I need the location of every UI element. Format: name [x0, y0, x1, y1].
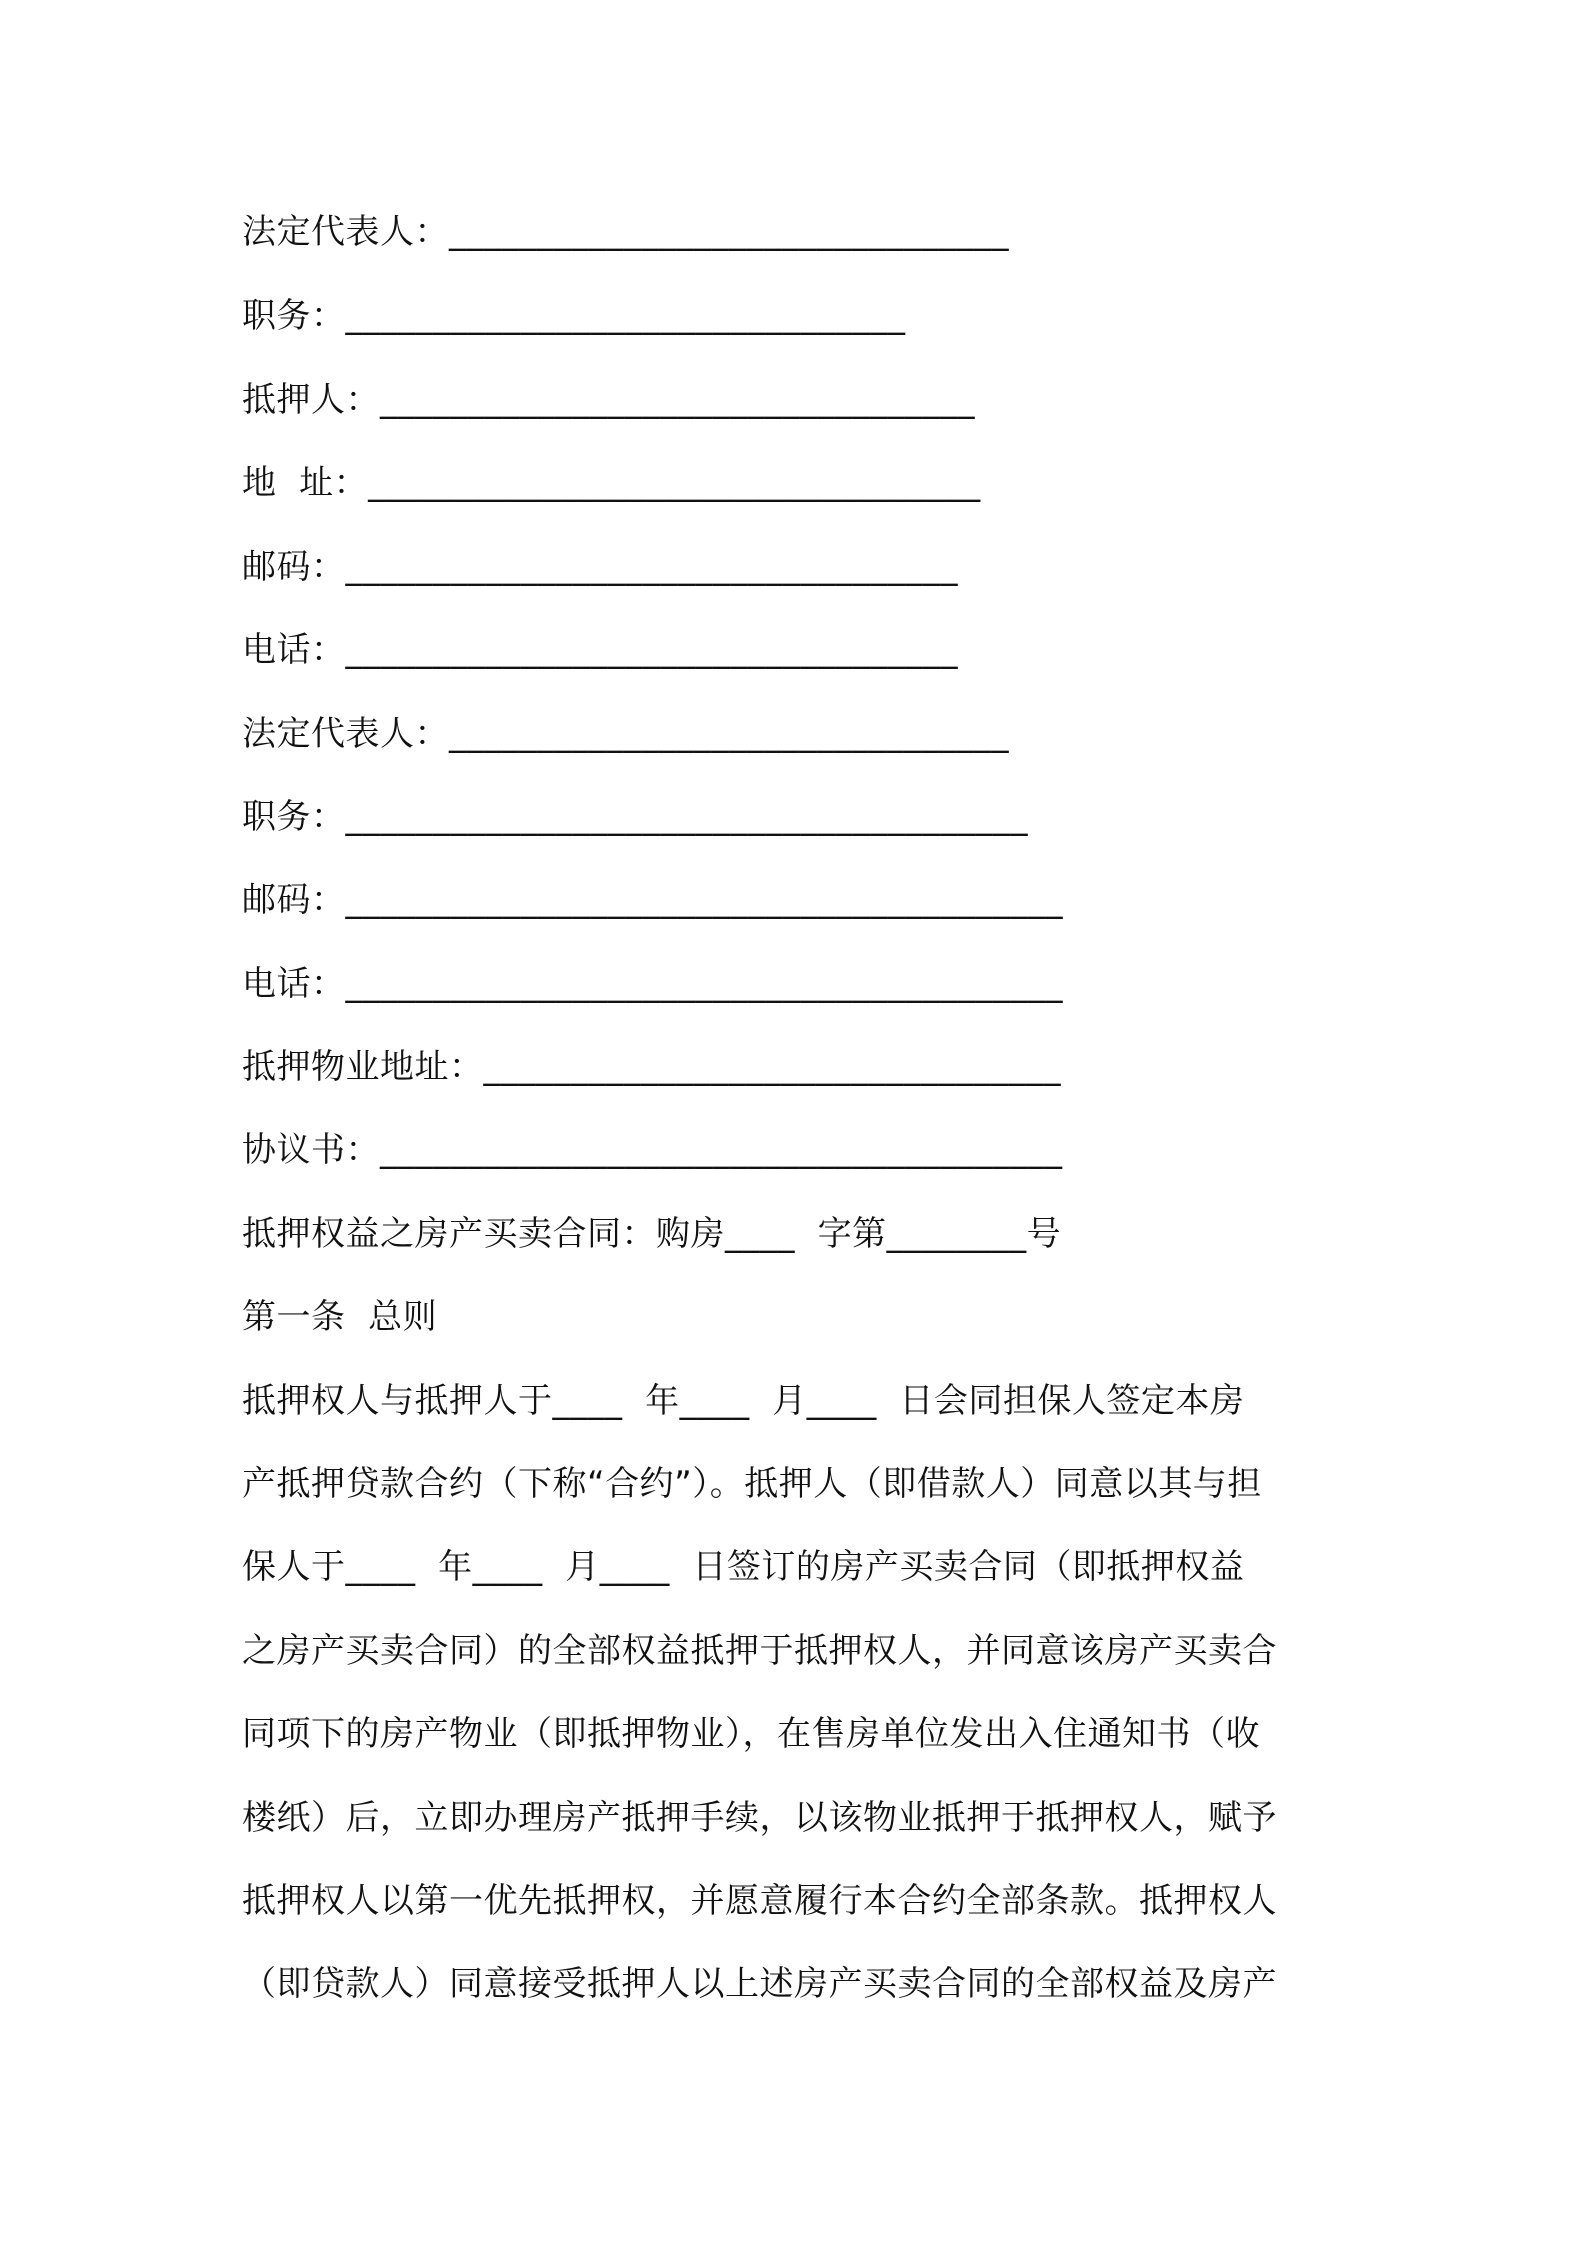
address-field: 地 址：___________________________________	[242, 463, 981, 503]
position-field-1: 职务：________________________________	[242, 296, 906, 336]
phone-field-1: 电话：___________________________________	[242, 630, 958, 670]
position-field-2: 职务：_______________________________________	[242, 797, 1028, 837]
body-line: 之房产买卖合同）的全部权益抵押于抵押权人，并同意该房产买卖合	[242, 1631, 1277, 1671]
body-line: （即贷款人）同意接受抵押人以上述房产买卖合同的全部权益及房产	[242, 1964, 1277, 2004]
body-line: 抵押权人以第一优先抵押权，并愿意履行本合约全部条款。抵押权人	[242, 1881, 1277, 1921]
mortgagor-field: 抵押人：__________________________________	[242, 380, 975, 420]
body-line: 抵押权人与抵押人于____ 年____ 月____ 日会同担保人签定本房	[242, 1381, 1245, 1421]
postcode-field-2: 邮码：_________________________________________	[242, 880, 1063, 920]
body-line: 保人于____ 年____ 月____ 日签订的房产买卖合同（即抵押权益	[242, 1547, 1245, 1587]
body-line: 楼纸）后，立即办理房产抵押手续，以该物业抵押于抵押权人，赋予	[242, 1798, 1277, 1838]
phone-field-2: 电话：_________________________________________	[242, 964, 1063, 1004]
agreement-field: 协议书：_______________________________________	[242, 1130, 1063, 1170]
mortgaged-property-address-field: 抵押物业地址：_________________________________	[242, 1047, 1061, 1087]
body-line: 产抵押贷款合约（下称“合约”）。抵押人（即借款人）同意以其与担	[242, 1464, 1262, 1504]
legal-representative-field-2: 法定代表人：________________________________	[242, 714, 1009, 754]
legal-representative-field-1: 法定代表人：________________________________	[242, 212, 1009, 252]
purchase-contract-field: 抵押权益之房产买卖合同：购房____ 字第________号	[242, 1214, 1062, 1254]
section-heading: 第一条 总则	[242, 1297, 438, 1337]
body-line: 同项下的房产物业（即抵押物业），在售房单位发出入住通知书（收	[242, 1714, 1260, 1754]
postcode-field-1: 邮码：___________________________________	[242, 547, 958, 587]
